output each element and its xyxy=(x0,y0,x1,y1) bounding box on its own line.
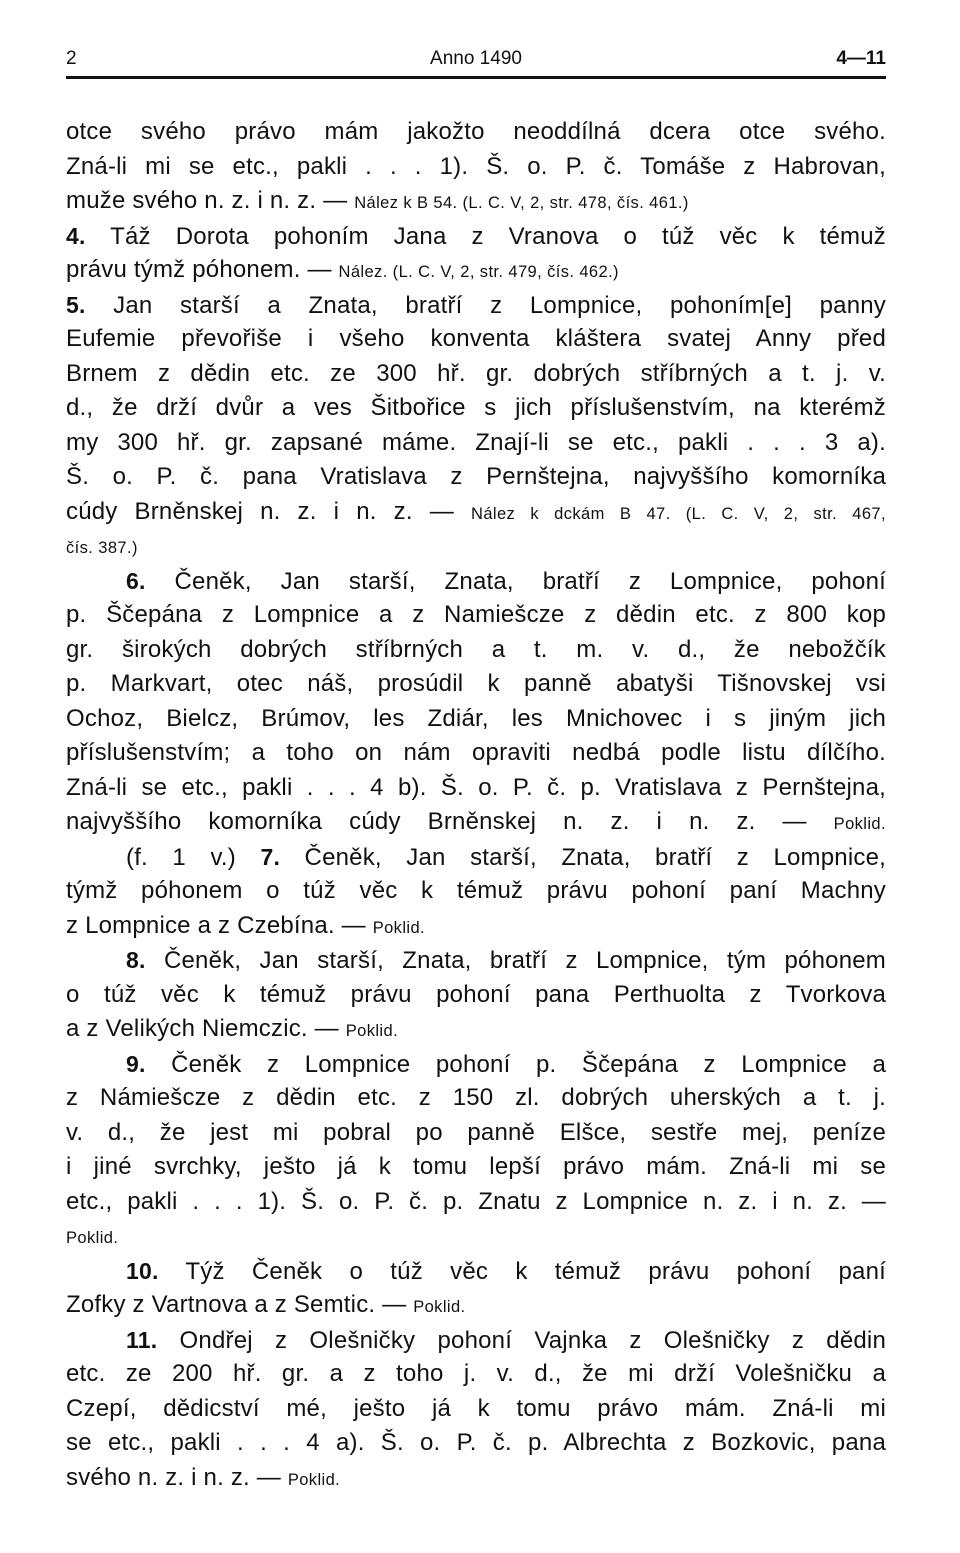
text-segment: Čeněk, Jan starší, Znata, bratří z Lompnice, xyxy=(280,843,886,871)
text-line xyxy=(66,978,886,1013)
text-segment: gr. širokých dobrých stříbrných a t. m. v. d., že nebožčík xyxy=(66,635,886,663)
text-line xyxy=(66,357,886,392)
text-segment: etc., pakli . . . 1). Š. o. P. č. p. Znatu z Lompnice n. z. i n. z. — xyxy=(66,1187,886,1215)
text-segment: se etc., pakli . . . 4 a). Š. o. P. č. p. Albrechta z Bozkovic, pana xyxy=(66,1429,886,1456)
entry-number: 8. xyxy=(126,947,146,973)
text-line xyxy=(66,633,886,668)
text-line xyxy=(66,667,886,702)
text-line xyxy=(66,1047,886,1082)
text-segment: Čeněk, Jan starší, Znata, bratří z Lompnice, pohoní xyxy=(145,567,886,595)
source-note: Nález. (L. C. V, 2, str. 479, čís. 462.) xyxy=(338,263,619,281)
running-header xyxy=(66,42,886,76)
source-note: Nález k B 54. (L. C. V, 2, str. 478, čís. 461.) xyxy=(354,194,689,212)
text-segment: Zofky z Vartnova a z Semtic. — xyxy=(66,1291,414,1318)
text-segment: z Lompnice a z Czebína. — xyxy=(66,911,373,939)
source-note: Poklid. xyxy=(66,1229,119,1247)
text-line xyxy=(66,391,886,426)
text-segment: týmž póhonem o túž věc k témuž právu pohoní paní Machny xyxy=(66,877,886,904)
source-note: Nález k dckám B 47. (L. C. V, 2, str. 467, xyxy=(471,504,886,523)
text-segment: i jiné svrchky, ješto já k tomu lepší právo mám. Zná-li mi se xyxy=(66,1153,886,1180)
text-line xyxy=(66,529,886,564)
text-line xyxy=(66,805,886,840)
text-line xyxy=(66,1116,886,1151)
text-segment: Eufemie převořiše i všeho konventa kláštera svatej Anny před xyxy=(66,325,886,352)
text-line xyxy=(66,840,886,875)
text-line xyxy=(66,702,886,737)
text-segment: p. Ščepána z Lompnice a z Namiešcze z dědin etc. z 800 kop xyxy=(66,601,886,628)
entry-number: 4. xyxy=(66,222,86,249)
text-line xyxy=(66,1254,886,1289)
source-note: Poklid. xyxy=(833,815,886,833)
text-line xyxy=(66,115,886,150)
page-body-text xyxy=(66,115,886,1495)
text-line xyxy=(66,598,886,633)
text-line xyxy=(66,1219,886,1254)
entry-number: 10. xyxy=(126,1257,159,1284)
text-line xyxy=(66,564,886,599)
text-line xyxy=(66,495,886,530)
text-line xyxy=(66,1081,886,1116)
text-line xyxy=(66,736,886,771)
source-note: Poklid. xyxy=(287,1470,341,1489)
text-line xyxy=(66,288,886,323)
text-line xyxy=(66,943,886,978)
entry-number: 7. xyxy=(260,843,281,870)
text-segment: Brnem z dědin etc. ze 300 hř. gr. dobrých stříbrných a t. j. v. xyxy=(66,359,886,387)
text-segment: svého n. z. i n. z. — xyxy=(66,1463,288,1491)
text-segment: my 300 hř. gr. zapsané máme. Znají-li se etc., pakli . . . 3 a). xyxy=(66,428,886,456)
text-line xyxy=(66,1461,886,1496)
source-note: čís. 387.) xyxy=(66,539,138,557)
text-line xyxy=(66,322,886,357)
running-title: Anno 1490 xyxy=(430,48,522,69)
book-page xyxy=(66,42,886,1495)
text-segment: Zná-li se etc., pakli . . . 4 b). Š. o. P. č. p. Vratislava z Pernštejna, xyxy=(66,773,886,801)
text-line xyxy=(66,253,886,288)
text-line xyxy=(66,1150,886,1185)
text-segment: najvyššího komorníka cúdy Brněnskej n. z. i n. z. — xyxy=(66,808,834,835)
source-note: Poklid. xyxy=(345,1022,399,1040)
entry-number: 6. xyxy=(126,567,146,594)
text-segment: Týž Čeněk o túž věc k témuž právu pohoní paní xyxy=(158,1257,886,1285)
text-segment: právu týmž póhonem. — xyxy=(66,256,339,283)
text-line xyxy=(66,1323,886,1358)
text-segment: cúdy Brněnskej n. z. i n. z. — xyxy=(66,497,471,525)
entry-number: 11. xyxy=(126,1326,158,1353)
text-line xyxy=(66,1392,886,1427)
text-segment: o túž věc k témuž právu pohoní pana Perthuolta z Tvorkova xyxy=(66,980,886,1008)
text-line xyxy=(66,426,886,461)
text-segment: v. d., že jest mi pobral po panně Elšce, sestře mej, peníze xyxy=(66,1118,886,1146)
text-line xyxy=(66,460,886,495)
text-line xyxy=(66,1012,886,1047)
source-note: Poklid. xyxy=(372,918,426,937)
text-line xyxy=(66,219,886,254)
text-segment: etc. ze 200 hř. gr. a z toho j. v. d., že mi drží Volešničku a xyxy=(66,1360,886,1387)
text-segment: (f. 1 v.) xyxy=(126,843,261,871)
text-segment: příslušenstvím; a toho on nám opraviti nedbá podle listu dílčího. xyxy=(66,739,886,766)
text-segment: Čeněk z Lompnice pohoní p. Ščepána z Lompnice a xyxy=(145,1050,886,1078)
text-segment: Jan starší a Znata, bratří z Lompnice, pohoním[e] panny xyxy=(85,291,886,319)
text-segment: Š. o. P. č. pana Vratislava z Pernštejna, najvyššího komorníka xyxy=(66,463,886,490)
text-line xyxy=(66,1426,886,1461)
text-line xyxy=(66,909,886,944)
text-segment: p. Markvart, otec náš, prosúdil k panně abatyši Tišnovskej vsi xyxy=(66,670,886,697)
text-segment: Czepí, dědicství mé, ješto já k tomu právo mám. Zná-li mi xyxy=(66,1394,886,1422)
text-line xyxy=(66,1357,886,1392)
text-line xyxy=(66,874,886,909)
page-number: 2 xyxy=(66,48,77,69)
text-line xyxy=(66,771,886,806)
text-segment: Ochoz, Bielcz, Brúmov, les Zdiár, les Mnichovec i s jiným jich xyxy=(66,704,886,732)
text-segment: otce svého právo mám jakožto neoddílná dcera otce svého. xyxy=(66,118,886,145)
text-segment: z Námiešcze z dědin etc. z 150 zl. dobrých uherských a t. j. xyxy=(66,1084,886,1111)
source-note: Poklid. xyxy=(413,1298,466,1316)
text-segment: a z Velikých Niemczic. — xyxy=(66,1015,346,1042)
text-line xyxy=(66,1288,886,1323)
text-line xyxy=(66,150,886,185)
text-segment: Ondřej z Olešničky pohoní Vajnka z Olešničky z dědin xyxy=(157,1326,886,1354)
entry-number: 5. xyxy=(66,291,86,318)
text-segment: Čeněk, Jan starší, Znata, bratří z Lompnice, tým póhonem xyxy=(145,947,886,974)
text-segment: d., že drží dvůr a ves Šitbořice s jich příslušenstvím, na kterémž xyxy=(66,394,886,421)
entry-range: 4—11 xyxy=(836,48,886,69)
text-segment: muže svého n. z. i n. z. — xyxy=(66,187,355,214)
text-segment: Zná-li mi se etc., pakli . . . 1). Š. o. P. č. Tomáše z Habrovan, xyxy=(66,152,886,180)
text-line xyxy=(66,1185,886,1220)
text-line xyxy=(66,184,886,219)
header-rule xyxy=(66,76,886,79)
text-segment: Táž Dorota pohoním Jana z Vranova o túž věc k témuž xyxy=(85,222,886,250)
entry-number: 9. xyxy=(126,1050,146,1077)
